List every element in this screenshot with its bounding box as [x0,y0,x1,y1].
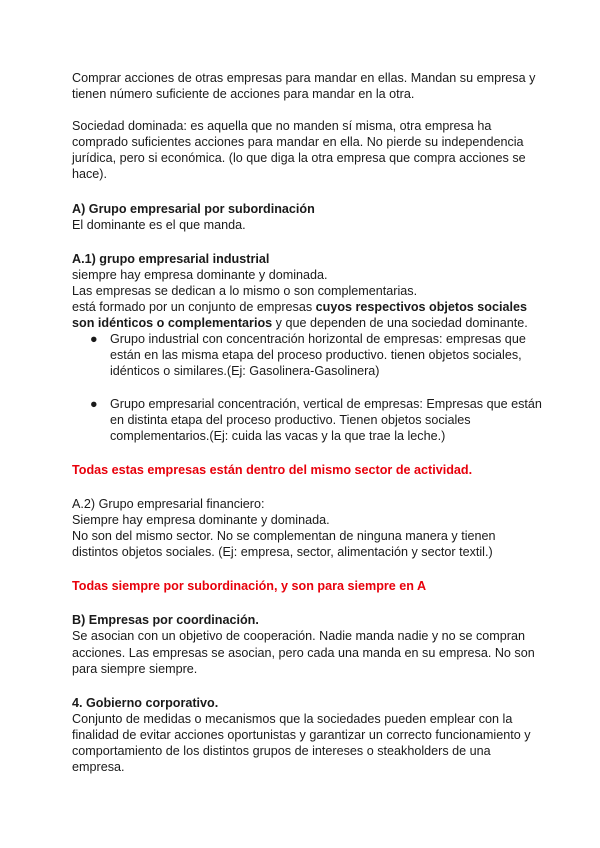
section-4-heading: 4. Gobierno corporativo. [72,695,219,710]
section-a1-line3 [72,299,542,331]
list-item-text: Grupo industrial con concentración horizontal de empresas: empresas que están en las misma etapa del proceso productivo. tienen objetos sociales, idénticos o similares.(Ej: Gasolinera-Gasolinera) [110,332,526,379]
section-a1-line2: Las empresas se dedican a lo mismo o son complementarias. [72,283,418,298]
list-item [90,396,542,444]
highlight-note-sector: Todas estas empresas están dentro del mismo sector de actividad. [72,462,473,477]
highlight-note-subordinacion: Todas siempre por subordinación, y son para siempre en A [72,579,427,594]
section-b-text: Se asocian con un objetivo de cooperación. Nadie manda nadie y no se compran acciones. Las empresas se asocian, pero cada una manda en su empresa. No son para siempre siempre. [72,629,535,676]
bullet-icon: ● [90,332,98,347]
document-body [72,70,542,775]
section-a1-line3-post: y que dependen de una sociedad dominante. [272,316,528,331]
section-a2-line2: No son del mismo sector. No se complementan de ninguna manera y tienen distintos objetos sociales. (Ej: empresa, sector, alimentación y sector textil.) [72,529,496,560]
list-item [90,331,542,379]
section-a1-line3-pre: está formado por un conjunto de empresas [72,300,316,315]
section-a-heading: A) Grupo empresarial por subordinación [72,201,315,216]
intro-paragraph: Comprar acciones de otras empresas para mandar en ellas. Mandan su empresa y tienen número suficiente de acciones para mandar en la otra. [72,71,536,102]
section-a1-line3-bold: cuyos respectivos objetos sociales son idénticos o complementarios [72,300,528,331]
sociedad-dominada-paragraph: Sociedad dominada: es aquella que no manden sí misma, otra empresa ha comprado suficientes acciones para mandar en ella. No pierde su independencia jurídica, pero si económica. (lo que diga la otra empresa que compra acciones se hace). [72,119,526,182]
section-a1-line1: siempre hay empresa dominante y dominada. [72,267,328,282]
section-b-heading: B) Empresas por coordinación. [72,613,259,628]
list-item-text: Grupo empresarial concentración, vertical de empresas: Empresas que están en distinta etapa del proceso productivo. Tienen objetos sociales complementarios.(Ej: cuida las vacas y la que trae la leche.) [110,396,542,443]
section-a2-heading: A.2) Grupo empresarial financiero: [72,496,265,511]
section-a1-heading: A.1) grupo empresarial industrial [72,251,270,266]
bullet-list [72,331,542,444]
section-4-text: Conjunto de medidas o mecanismos que la sociedades pueden emplear con la finalidad de evitar acciones oportunistas y garantizar un correcto funcionamiento y comportamiento de los distintos grupos de intereses o steakholders de una empresa. [72,711,531,775]
section-a2-line1: Siempre hay empresa dominante y dominada. [72,512,330,527]
section-a-text: El dominante es el que manda. [72,217,246,232]
bullet-icon: ● [90,396,98,411]
